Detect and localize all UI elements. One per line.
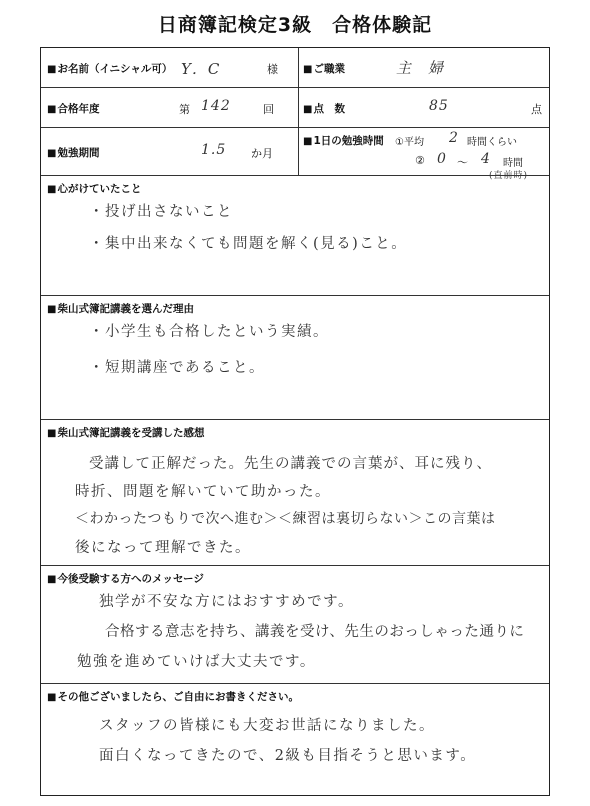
experience-form [40, 47, 550, 796]
section-kokorogake [41, 176, 549, 296]
kokorogake-label: ■ 心がけていたこと [47, 181, 141, 196]
impression-line-1: 受講して正解だった。先生の講義での言葉が、耳に残り、 [89, 456, 492, 472]
reason-line-2: ・短期講座であること。 [89, 360, 265, 376]
kokorogake-line-1: ・投げ出さないこと [89, 204, 233, 220]
daily-range-from: 0 [437, 151, 447, 167]
section-other [41, 684, 549, 795]
daily-avg-label: ①平均 [395, 137, 424, 148]
score-suffix: 点 [531, 103, 542, 116]
impression-line-2: 時折、問題を解いていて助かった。 [75, 484, 331, 500]
daily-num2: ② [415, 154, 425, 167]
job-value: 主 婦 [396, 59, 445, 77]
job-label: ■ ご職業 [303, 61, 345, 76]
message-line-2: 合格する意志を持ち、講義を受け、先生のおっしゃった通りに [105, 624, 525, 640]
kokorogake-line-2: ・集中出来なくても問題を解く(見る)こと。 [89, 236, 408, 252]
year-suffix: 回 [263, 103, 274, 116]
impression-line-4: 後になって理解できた。 [75, 540, 251, 556]
year-value: 142 [201, 98, 231, 114]
year-prefix: 第 [179, 103, 190, 116]
reason-line-1: ・小学生も合格したという実績。 [89, 324, 329, 340]
daily-label: ■ 1日の勉強時間 [303, 133, 384, 148]
score-label: ■ 点 数 [303, 101, 345, 116]
name-value: Y．C [181, 60, 221, 78]
row-period-daily [41, 128, 549, 181]
impression-line-3: ＜わかったつもりで次へ進む＞＜練習は裏切らない＞この言葉は [75, 511, 496, 527]
period-value: 1.5 [201, 142, 227, 158]
section-reason [41, 296, 549, 420]
year-label: ■ 合格年度 [47, 101, 99, 116]
daily-avg-value: 2 [449, 130, 459, 146]
daily-avg-suffix: 時間くらい [467, 137, 517, 148]
row-year-score [41, 88, 549, 128]
divider [298, 128, 299, 175]
divider [298, 88, 299, 127]
page-title: 日商簿記検定3級 合格体験記 [157, 14, 433, 36]
other-line-1: スタッフの皆様にも大変お世話になりました。 [99, 718, 435, 734]
other-label: ■ その他ございましたら、ご自由にお書きください。 [47, 689, 299, 704]
name-suffix: 様 [267, 63, 278, 76]
daily-tilde: 〜 [457, 156, 468, 169]
reason-label: ■ 柴山式簿記講義を選んだ理由 [47, 301, 194, 316]
message-line-1: 独学が不安な方にはおすすめです。 [99, 594, 354, 610]
period-suffix: か月 [251, 147, 273, 160]
daily-range-suffix: 時間 [503, 158, 523, 169]
daily-note: (直前時) [489, 171, 529, 181]
other-line-2: 面白くなってきたので、2級も目指そうと思います。 [99, 748, 477, 764]
section-impression [41, 420, 549, 566]
period-label: ■ 勉強期間 [47, 145, 99, 160]
divider [298, 48, 299, 87]
impression-label: ■ 柴山式簿記講義を受講した感想 [47, 425, 204, 440]
name-label: ■ お名前（イニシャル可） [47, 61, 172, 76]
message-label: ■ 今後受験する方へのメッセージ [47, 571, 204, 586]
row-name-job [41, 48, 549, 88]
message-line-3: 勉強を進めていけば大丈夫です。 [77, 654, 316, 670]
score-value: 85 [429, 98, 449, 114]
section-message [41, 566, 549, 684]
daily-range-to: 4 [481, 151, 491, 167]
